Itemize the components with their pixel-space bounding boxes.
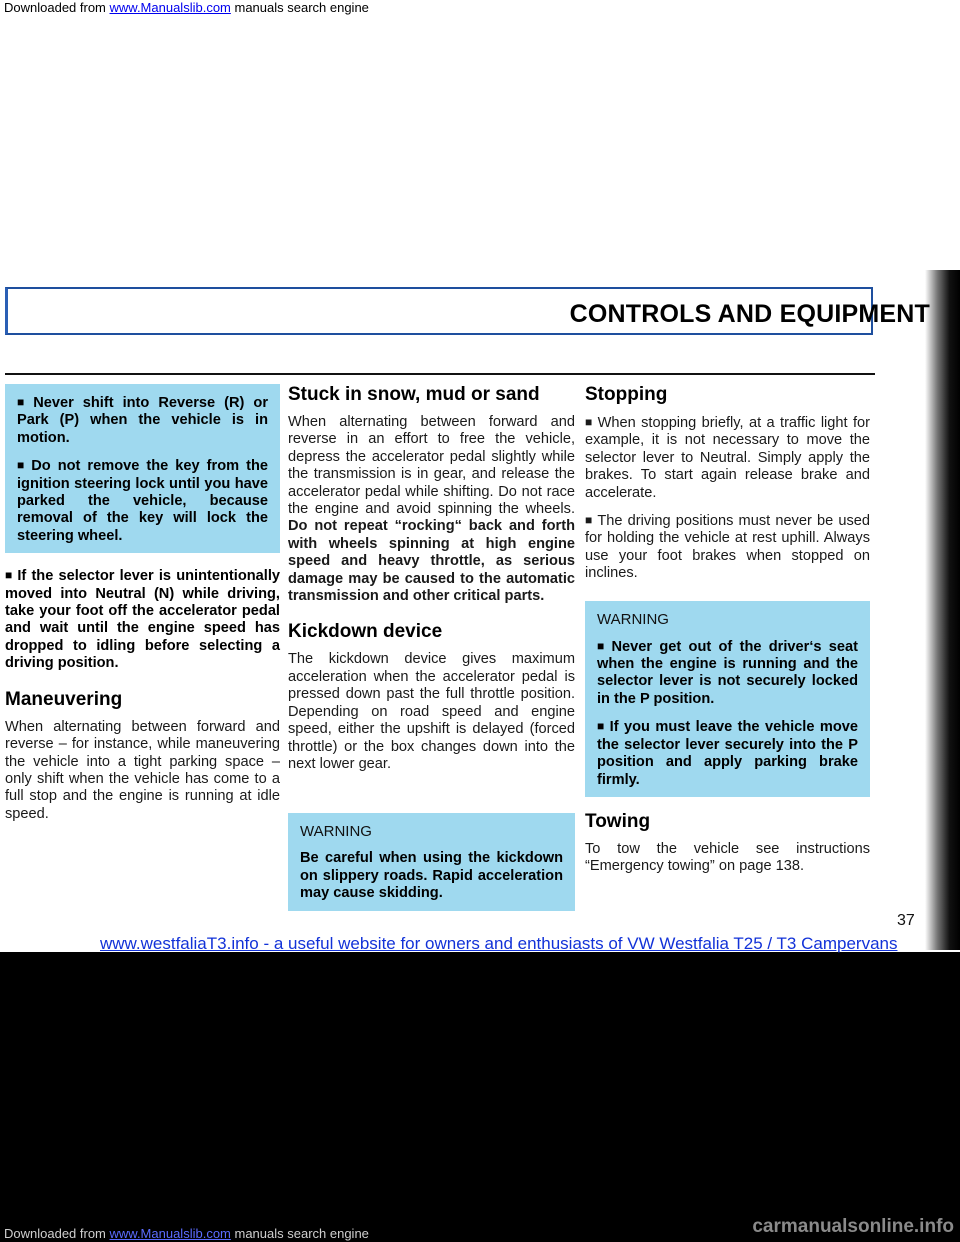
watermark-logo: carmanualsonline.info xyxy=(752,1216,954,1237)
manualslib-link[interactable]: www.Manualslib.com xyxy=(109,0,231,15)
westfalia-website-link[interactable]: www.westfaliaT3.info - a useful website for owners and enthusiasts of VW Westfalia T25 / T3 Campervans xyxy=(100,934,898,953)
stopping-warning-box xyxy=(585,601,870,797)
download-notice xyxy=(0,0,960,16)
bullet-square-icon: ■ xyxy=(597,638,608,653)
caution-box xyxy=(5,384,280,553)
scan-black-area xyxy=(0,952,960,1242)
download-suffix: manuals search engine xyxy=(230,0,369,15)
bullet-square-icon: ■ xyxy=(585,513,594,528)
kickdown-warning-box xyxy=(288,813,575,910)
column-2 xyxy=(288,384,575,911)
towing-text: To tow the vehicle see instructions “Emergency towing” on page 138. xyxy=(585,840,870,875)
page-number: 37 xyxy=(897,912,915,929)
stopping-bullet-1: ■ When stopping briefly, at a traffic light for example, it is not necessary to move the selector lever to Neutral. Simply apply the brakes. To start again release brake and accelerate. xyxy=(585,415,871,501)
section-title: CONTROLS AND EQUIPMENT xyxy=(569,300,930,328)
maneuvering-heading: Maneuvering xyxy=(5,688,123,710)
manualslib-link-bottom[interactable]: www.Manualslib.com xyxy=(109,1226,231,1241)
towing-heading: Towing xyxy=(585,810,651,832)
header-rule xyxy=(5,373,875,375)
stopping-bullet-2: ■ The driving positions must never be used for holding the vehicle at rest uphill. Always use your foot brakes when stopped on inclines. xyxy=(585,513,871,582)
maneuvering-text: When alternating between forward and reverse – for instance, while maneuvering the vehicle into a tight parking space – only shift when the vehicle has come to a full stop and the engine is running at idle speed. xyxy=(5,718,280,822)
stuck-heading: Stuck in snow, mud or sand xyxy=(288,384,540,405)
column-3 xyxy=(585,384,870,876)
page-edge-shadow xyxy=(925,270,960,950)
bullet-square-icon: ■ xyxy=(585,415,594,429)
download-prefix: Downloaded from xyxy=(4,0,110,15)
kickdown-warning-text: Be careful when using the kickdown on slippery roads. Rapid acceleration may cause skidding. xyxy=(300,850,563,902)
bullet-square-icon: ■ xyxy=(17,395,30,409)
warning-title: WARNING xyxy=(300,823,372,841)
bullet-square-icon: ■ xyxy=(597,719,606,734)
column-1 xyxy=(5,384,280,823)
selector-neutral-note: ■ If the selector lever is unintentionally moved into Neutral (N) while driving, take your foot off the accelerator pedal and wait until the engine speed has dropped to idling before selecting a driving position. xyxy=(5,568,280,672)
stopping-heading: Stopping xyxy=(585,384,668,405)
warning-bullet-1: ■ Never get out of the driver‘s seat when the engine is running and the selector lever is not securely locked in the P position. xyxy=(597,638,858,707)
caution-bullet-1: ■ Never shift into Reverse (R) or Park (P) when the vehicle is in motion. xyxy=(17,395,268,446)
warning-title: WARNING xyxy=(597,610,669,628)
bullet-square-icon: ■ xyxy=(17,458,28,473)
download-notice-bottom: Downloaded from www.Manualslib.com manuals search engine xyxy=(4,1226,369,1241)
bullet-square-icon: ■ xyxy=(5,568,14,583)
caution-bullet-2: ■ Do not remove the key from the ignition steering lock until you have parked the vehicle, because removal of the key will lock the steering wheel. xyxy=(17,458,269,544)
kickdown-heading: Kickdown device xyxy=(288,621,443,643)
warning-bullet-2: ■ If you must leave the vehicle move the selector lever securely into the P position and apply parking brake firmly. xyxy=(597,719,859,788)
stuck-text: When alternating between forward and reverse in an effort to free the vehicle, depress the accelerator pedal slightly while the transmission is in gear, and release the accelerator pedal while shifting. Do not race the engine and avoid spinning the wheels. Do not repeat “rocking“ back and forth with wheels spinning at high engine speed and heavy throttle, as serious damage may be caused to the automatic transmission and other critical parts. xyxy=(288,414,575,605)
kickdown-text: The kickdown device gives maximum acceleration when the accelerator pedal is pressed down past the full throttle position. Depending on road speed and engine speed, either the upshift is delayed (forced throttle) or the box changes down into the next lower gear. xyxy=(288,651,575,772)
